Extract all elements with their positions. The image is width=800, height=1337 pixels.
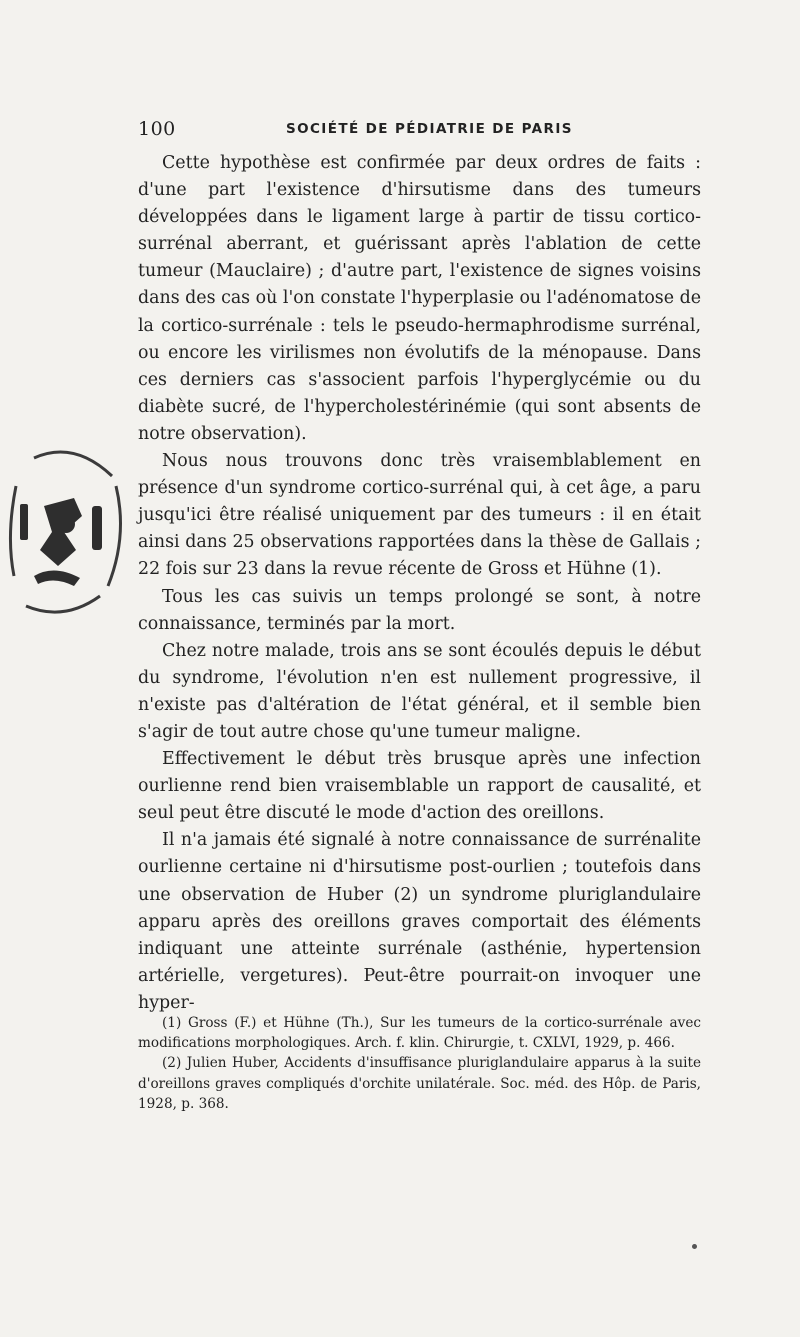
running-title: SOCIÉTÉ DE PÉDIATRIE DE PARIS: [286, 121, 573, 137]
body-text: [138, 150, 701, 1017]
ink-dot: [692, 1244, 697, 1249]
library-stamp: [4, 446, 124, 628]
page-number: 100: [138, 118, 176, 140]
paragraph: Nous nous trouvons donc très vraisemblablement en présence d'un syndrome cortico-surrénal qui, à cet âge, a paru jusqu'ici être réalisé uniquement par des tumeurs : il en était ainsi dans 25 observations rapportées dans la thèse de Gallais ; 22 fois sur 23 dans la revue récente de Gross et Hühne (1).: [138, 451, 701, 580]
paragraph: Tous les cas suivis un temps prolongé se sont, à notre connaissance, terminés par la mort.: [138, 586, 701, 634]
footnote: (2) Julien Huber, Accidents d'insuffisance pluriglandulaire apparus à la suite d'oreillons graves compliqués d'orchite unilatérale. Soc. méd. des Hôp. de Paris, 1928, p. 368.: [138, 1055, 701, 1112]
paragraph: Cette hypothèse est confirmée par deux ordres de faits : d'une part l'existence d'hirsutisme dans des tumeurs développées dans le ligament large à partir de tissu cortico-surrénal aberrant, et guérissant après l'ablation de cette tumeur (Mauclaire) ; d'autre part, l'existence de signes voisins dans des cas où l'on constate l'hyperplasie ou l'adénomatose de la cortico-surrénale : tels le pseudo-hermaphrodisme surrénal, ou encore les virilismes non évolutifs de la ménopause. Dans ces derniers cas s'associent parfois l'hyperglycémie ou du diabète sucré, de l'hypercholestérinémie (qui sont absents de notre observation).: [138, 153, 701, 444]
paragraph: Chez notre malade, trois ans se sont écoulés depuis le début du syndrome, l'évolution n'en est nullement progressive, il n'existe pas d'altération de l'état général, et il semble bien s'agir de tout autre chose qu'une tumeur maligne.: [138, 640, 701, 742]
page-header: [138, 118, 698, 140]
footnotes: [138, 1013, 701, 1114]
paragraph: Effectivement le début très brusque après une infection ourlienne rend bien vraisemblable un rapport de causalité, et seul peut être discuté le mode d'action des oreillons.: [138, 749, 701, 824]
paragraph: Il n'a jamais été signalé à notre connaissance de surrénalite ourlienne certaine ni d'hirsutisme post-ourlien ; toutefois dans une observation de Huber (2) un syndrome pluriglandulaire apparu après des oreillons graves comportait des éléments indiquant une atteinte surrénale (asthénie, hypertension artérielle, vergetures). Peut-être pourrait-on invoquer une hyper-: [138, 830, 701, 1013]
footnote: (1) Gross (F.) et Hühne (Th.), Sur les tumeurs de la cortico-surrénale avec modifications morphologiques. Arch. f. klin. Chirurgie, t. CXLVI, 1929, p. 466.: [138, 1015, 701, 1052]
